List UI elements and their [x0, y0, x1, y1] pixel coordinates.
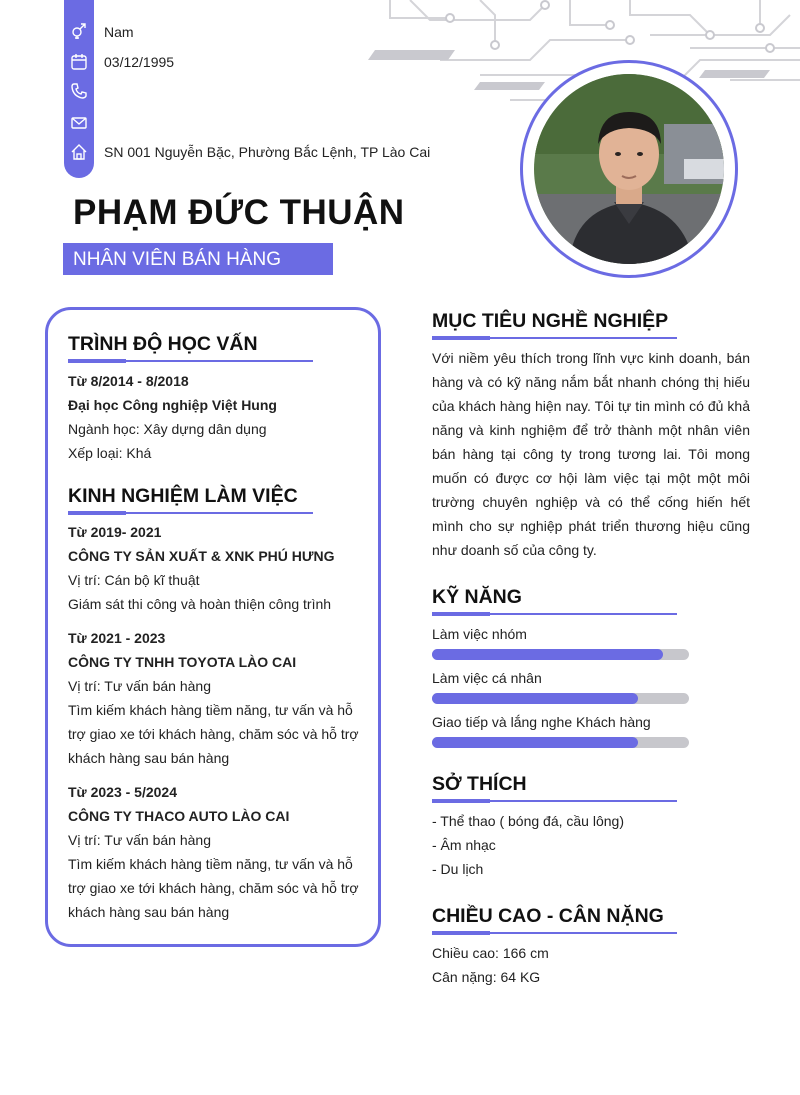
skill-bar: [432, 693, 689, 704]
job-title: NHÂN VIÊN BÁN HÀNG: [73, 249, 281, 270]
job-period: Từ 2021 - 2023: [68, 630, 166, 646]
skills-underline: [432, 613, 677, 615]
job-company: CÔNG TY TNHH TOYOTA LÀO CAI: [68, 654, 297, 670]
education-school: Đại học Công nghiệp Việt Hung: [68, 397, 277, 413]
skills-heading: KỸ NĂNG: [432, 586, 522, 608]
job-detail-line: Tìm kiếm khách hàng tiềm năng, tư vấn và hỗ: [68, 702, 353, 718]
job-detail-line: Vị trí: Cán bộ kĩ thuật: [68, 572, 200, 588]
objective-underline: [432, 337, 677, 339]
job-company: CÔNG TY SẢN XUẤT & XNK PHÚ HƯNG: [68, 548, 335, 564]
candidate-name: PHẠM ĐỨC THUẬN: [73, 193, 405, 232]
job-detail-line: Giám sát thi công và hoàn thiện công trình: [68, 596, 332, 612]
skill-bar-fill: [432, 737, 638, 748]
job-detail-line: khách hàng sau bán hàng: [68, 904, 230, 920]
education-period: Từ 8/2014 - 8/2018: [68, 373, 189, 389]
job-company: CÔNG TY THACO AUTO LÀO CAI: [68, 808, 290, 824]
phone-icon: [70, 82, 88, 100]
skill-bar-fill: [432, 693, 638, 704]
birthday-text: 03/12/1995: [104, 54, 175, 70]
hobby-item: - Âm nhạc: [432, 837, 496, 853]
hobbies-underline: [432, 800, 677, 802]
job-period: Từ 2023 - 5/2024: [68, 784, 177, 800]
skill-label: Làm việc cá nhân: [432, 670, 542, 686]
gender-text: Nam: [104, 24, 134, 40]
education-underline: [68, 360, 313, 362]
objective-heading: MỤC TIÊU NGHỀ NGHIỆP: [432, 310, 669, 332]
mail-icon: [70, 114, 88, 132]
experience-underline: [68, 512, 313, 514]
calendar-icon: [70, 53, 88, 71]
hobby-item: - Thể thao ( bóng đá, cầu lông): [432, 813, 624, 829]
contact-icon-strip: [64, 0, 94, 178]
job-period: Từ 2019- 2021: [68, 524, 162, 540]
hobby-item: - Du lịch: [432, 861, 484, 877]
weight-text: Cân nặng: 64 KG: [432, 969, 541, 985]
skill-label: Giao tiếp và lắng nghe Khách hàng: [432, 714, 651, 730]
education-heading: TRÌNH ĐỘ HỌC VẤN: [68, 333, 258, 355]
avatar: [534, 74, 724, 264]
skill-bar-fill: [432, 649, 663, 660]
job-detail-line: Tìm kiếm khách hàng tiềm năng, tư vấn và hỗ: [68, 856, 353, 872]
job-title-banner: [63, 243, 333, 275]
gender-icon: [70, 22, 88, 40]
home-icon: [70, 143, 88, 161]
hobbies-heading: SỞ THÍCH: [432, 773, 527, 795]
job-detail-line: Vị trí: Tư vấn bán hàng: [68, 832, 211, 848]
job-detail-line: khách hàng sau bán hàng: [68, 750, 230, 766]
address-text: SN 001 Nguyễn Bặc, Phường Bắc Lệnh, TP Lào Cai: [104, 144, 431, 160]
skill-bar: [432, 649, 689, 660]
body-underline: [432, 932, 677, 934]
job-detail-line: trợ giao xe tới khách hàng, chăm sóc và hỗ trợ: [68, 880, 359, 896]
skill-label: Làm việc nhóm: [432, 626, 527, 642]
height-text: Chiều cao: 166 cm: [432, 945, 549, 961]
skill-bar: [432, 737, 689, 748]
objective-text: Với niềm yêu thích trong lĩnh vực kinh doanh, bán hàng và có kỹ năng nắm bắt nhanh chóng thị hiếu của khách hàng hiện nay. Tôi tự tin mình có đủ khả năng và kinh nghiệm để trở thành một nhân viên bán hàng tại công ty trong tương lai. Tôi mong muốn có được cơ hội làm việc tại một một môi trường chuyên nghiệp và có thể cống hiến hết mình cho sự nghiệp phát triển thương hiệu cũng như doanh số của công ty.: [432, 350, 750, 558]
education-grade: Xếp loại: Khá: [68, 445, 152, 461]
body-heading: CHIỀU CAO - CÂN NẶNG: [432, 905, 664, 927]
education-major: Ngành học: Xây dựng dân dụng: [68, 421, 267, 437]
job-detail-line: trợ giao xe tới khách hàng, chăm sóc và hỗ trợ: [68, 726, 359, 742]
job-detail-line: Vị trí: Tư vấn bán hàng: [68, 678, 211, 694]
experience-heading: KINH NGHIỆM LÀM VIỆC: [68, 485, 298, 507]
avatar-frame: [520, 60, 738, 278]
